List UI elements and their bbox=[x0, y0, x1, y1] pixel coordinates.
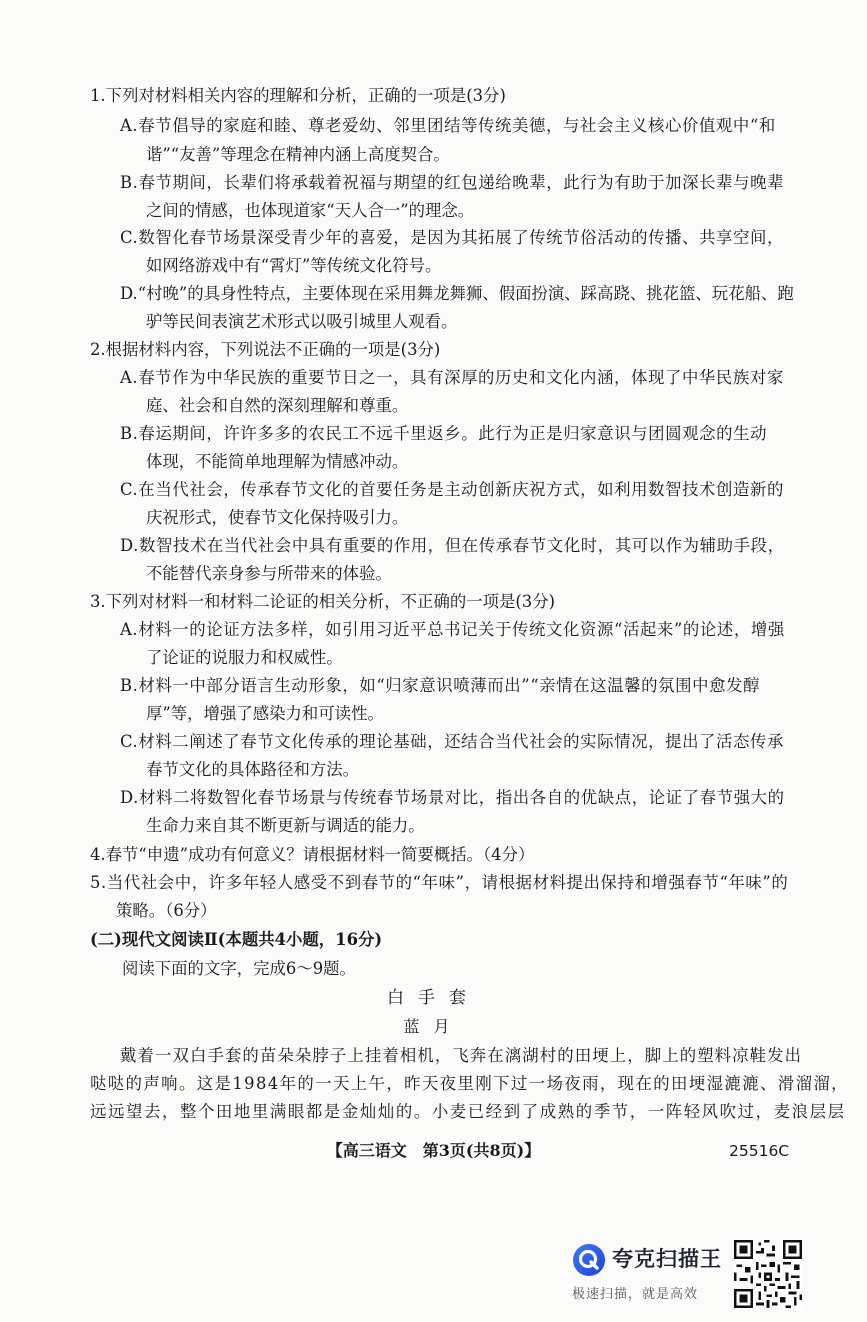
story-author: 蓝月 bbox=[403, 1017, 464, 1036]
story-paragraph-line-3: 远远望去，整个田地里满眼都是金灿灿的。小麦已经到了成熟的季节，一阵轻风吹过，麦浪层层 bbox=[90, 1102, 846, 1121]
brand-tagline: 极速扫描，就是高效 bbox=[572, 1287, 699, 1302]
question-3-stem: 3.下列对材料一和材料二论证的相关分析，不正确的一项是(3分) bbox=[90, 592, 556, 611]
question-1-stem: 1.下列对材料相关内容的理解和分析，正确的一项是(3分) bbox=[90, 86, 506, 105]
question-2-option-a: A.春节作为中华民族的重要节日之一，具有深厚的历史和文化内涵，体现了中华民族对家 bbox=[120, 368, 784, 387]
story-paragraph-line-1: 戴着一双白手套的苗朵朵脖子上挂着相机，飞奔在漓湖村的田埂上，脚上的塑料凉鞋发出 bbox=[120, 1046, 803, 1065]
question-1-option-d: D.“村晚”的具身性特点，主要体现在采用舞龙舞狮、假面扮演、踩高跷、挑花篮、玩花船、跑 bbox=[120, 284, 794, 303]
question-1-option-c-cont: 如网络游戏中有“霄灯”等传统文化符号。 bbox=[146, 256, 442, 275]
reading-instruction: 阅读下面的文字，完成6～9题。 bbox=[122, 959, 356, 978]
question-1-option-d-cont: 驴等民间表演艺术形式以吸引城里人观看。 bbox=[146, 312, 458, 331]
question-1-option-a: A.春节倡导的家庭和睦、尊老爱幼、邻里团结等传统美德，与社会主义核心价值观中“和 bbox=[120, 116, 776, 135]
question-3-option-b: B.材料一中部分语言生动形象，如“归家意识喷薄而出”“亲情在这温馨的氛围中愈发醇 bbox=[120, 676, 761, 695]
story-paragraph-line-2: 哒哒的声响。这是1984年的一天上午，昨天夜里刚下过一场夜雨，现在的田埂湿漉漉、滑溜溜， bbox=[90, 1074, 849, 1093]
page-footer: 【高三语文 第3页(共8页)】 bbox=[326, 1141, 541, 1160]
question-3-option-a-cont: 了论证的说服力和权威性。 bbox=[146, 648, 343, 667]
question-2-option-d-cont: 不能替代亲身参与所带来的体验。 bbox=[146, 564, 392, 583]
question-2-option-a-cont: 庭、社会和自然的深刻理解和尊重。 bbox=[146, 396, 409, 415]
question-2-option-d: D.数智技术在当代社会中具有重要的作用，但在传承春节文化时，其可以作为辅助手段， bbox=[120, 536, 785, 555]
question-4: 4.春节“申遗”成功有何意义？请根据材料一简要概括。（4分） bbox=[90, 845, 535, 864]
question-3-option-d-cont: 生命力来自其不断更新与调适的能力。 bbox=[146, 816, 425, 835]
brand-name: 夸克扫描王 bbox=[612, 1247, 722, 1271]
question-1-option-b: B.春节期间，长辈们将承载着祝福与期望的红包递给晚辈，此行为有助于加深长辈与晚辈 bbox=[120, 173, 785, 192]
question-1-option-b-cont: 之间的情感，也体现道家“天人合一”的理念。 bbox=[146, 201, 475, 220]
question-3-option-d: D.材料二将数智化春节场景与传统春节场景对比，指出各自的优缺点，论证了春节强大的 bbox=[120, 788, 785, 807]
question-2-option-b: B.春运期间，许许多多的农民工不远千里返乡。此行为正是归家意识与团圆观念的生动 bbox=[120, 424, 768, 443]
question-3-option-b-cont: 厚”等，增强了感染力和可读性。 bbox=[146, 704, 384, 723]
exam-code: 25516C bbox=[729, 1142, 790, 1160]
question-1-option-c: C.数智化春节场景深受青少年的喜爱，是因为其拓展了传统节俗活动的传播、共享空间， bbox=[120, 228, 785, 247]
story-title: 白手套 bbox=[387, 988, 480, 1008]
question-2-option-b-cont: 体现，不能简单地理解为情感冲动。 bbox=[146, 452, 409, 471]
question-3-option-c: C.材料二阐述了春节文化传承的理论基础，还结合当代社会的实际情况，提出了活态传承 bbox=[120, 732, 785, 751]
question-2-option-c: C.在当代社会，传承春节文化的首要任务是主动创新庆祝方式，如利用数智技术创造新的 bbox=[120, 480, 785, 499]
qr-code-icon bbox=[734, 1240, 802, 1308]
section-heading: (二)现代文阅读Ⅱ(本题共4小题，16分) bbox=[90, 930, 383, 949]
question-1-option-a-cont: 谐”“友善”等理念在精神内涵上高度契合。 bbox=[146, 145, 450, 164]
quark-logo-icon bbox=[572, 1243, 606, 1277]
question-3-option-a: A.材料一的论证方法多样，如引用习近平总书记关于传统文化资源“活起来”的论述，增强 bbox=[120, 620, 785, 639]
question-5: 5.当代社会中，许多年轻人感受不到春节的“年味”，请根据材料提出保持和增强春节“年味”的 bbox=[90, 873, 789, 892]
question-3-option-c-cont: 春节文化的具体路径和方法。 bbox=[146, 760, 360, 779]
question-2-option-c-cont: 庆祝形式，使春节文化保持吸引力。 bbox=[146, 508, 409, 527]
scanner-watermark bbox=[572, 1241, 732, 1305]
question-5-cont: 策略。（6分） bbox=[116, 901, 217, 920]
question-2-stem: 2.根据材料内容，下列说法不正确的一项是(3分) bbox=[90, 340, 441, 359]
